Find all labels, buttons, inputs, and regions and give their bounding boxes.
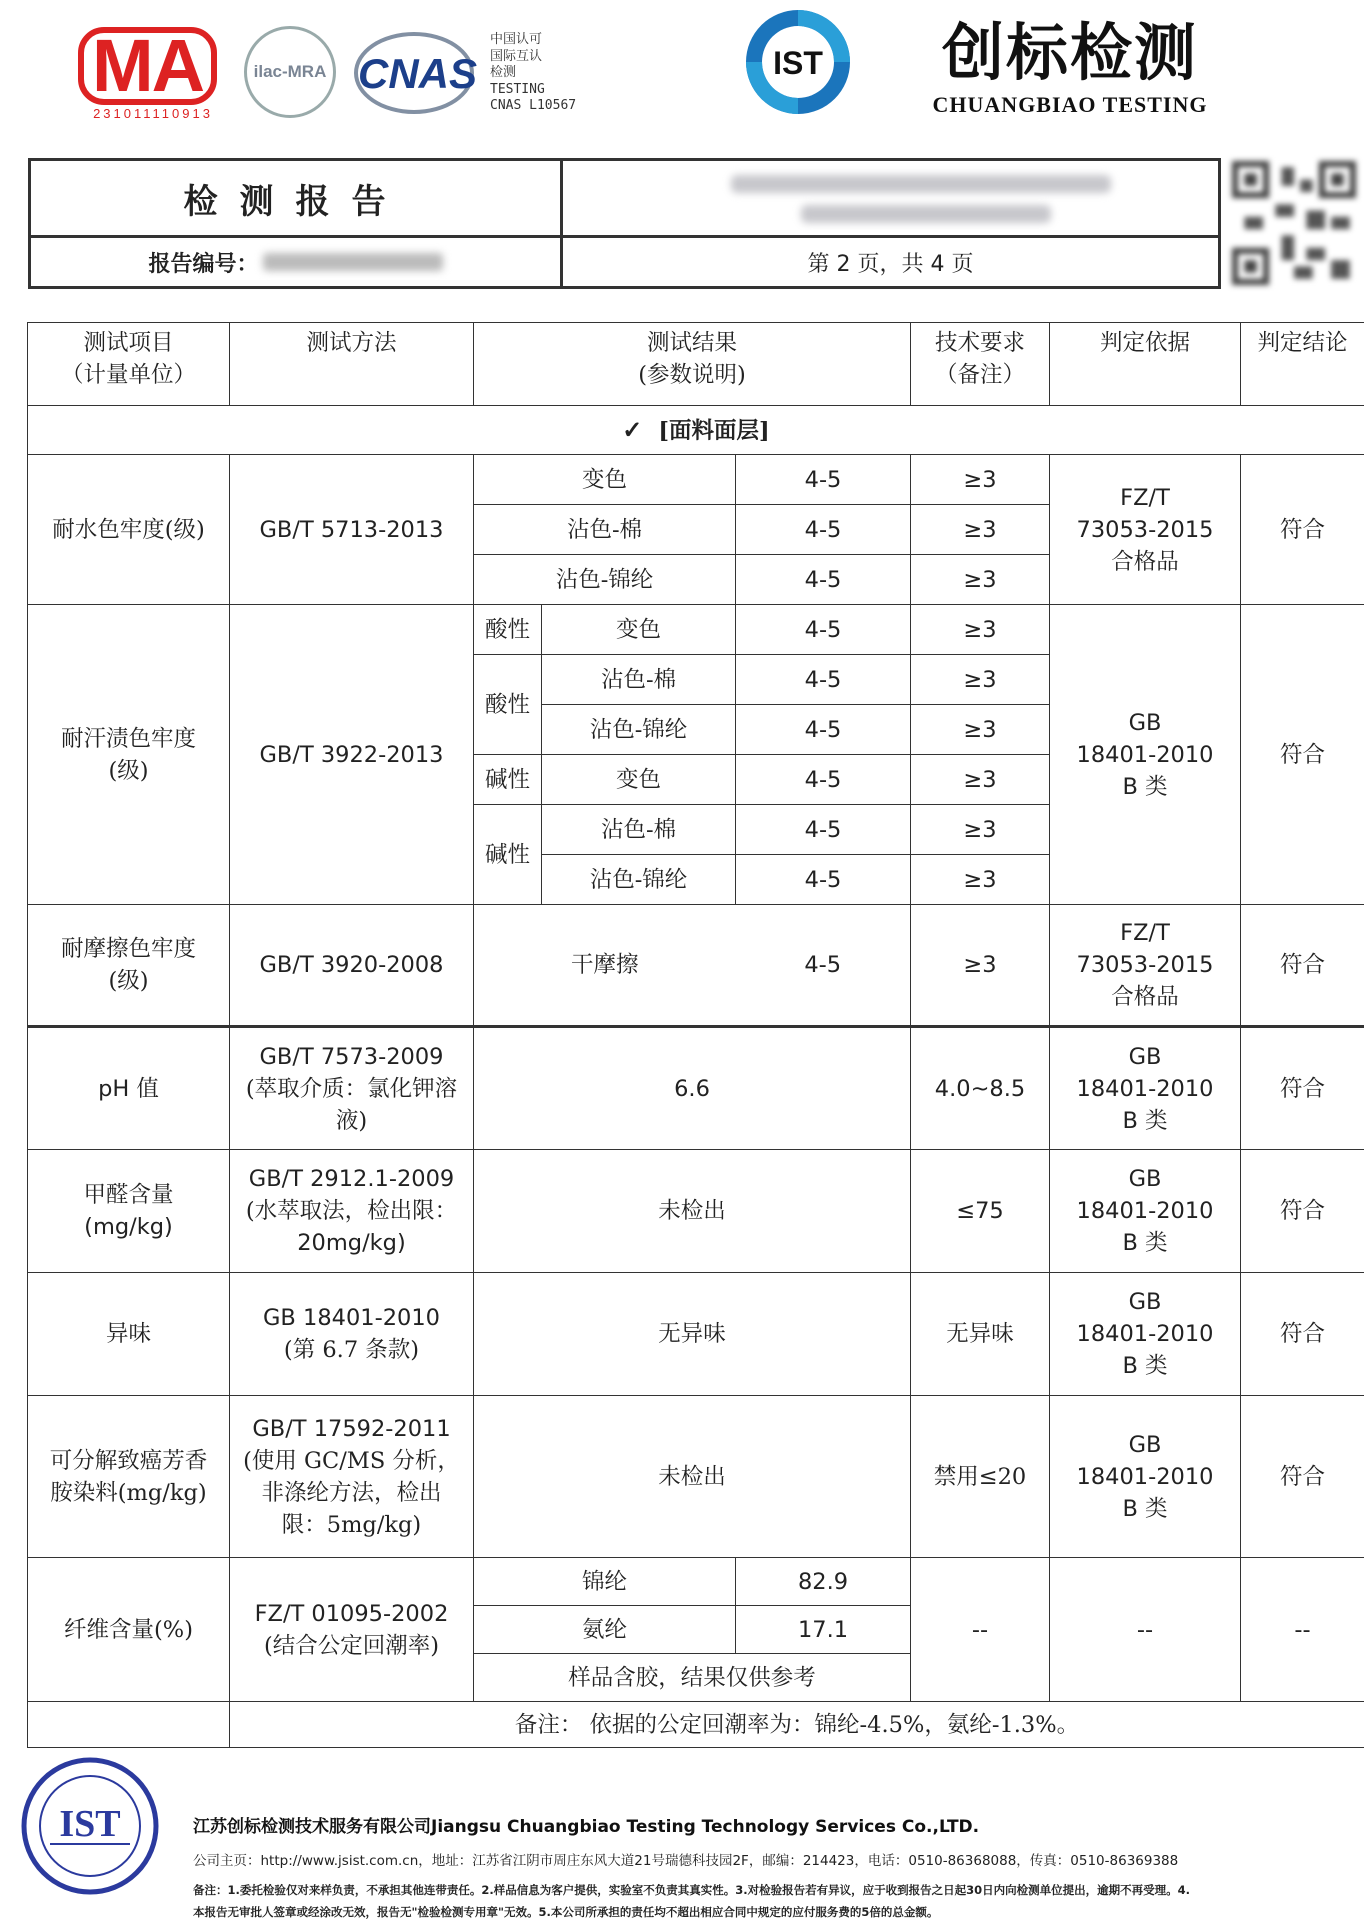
qr-code (1232, 160, 1356, 286)
brand-name-cn: 创标检测 (930, 14, 1210, 92)
table-row: 沾色-锦纶 4-5 ≥3 (28, 555, 1364, 605)
report-header-box (28, 158, 1221, 289)
ph-item: pH 值 (28, 1027, 230, 1150)
ph-basis: GB 18401-2010 B 类 (1050, 1027, 1241, 1150)
table-row: 沾色-锦纶 4-5 ≥3 (28, 705, 1364, 755)
remark-row (28, 1702, 1364, 1748)
page-info: 第 2 页，共 4 页 (563, 238, 1218, 286)
table-row: 耐摩擦色牢度 (级) GB/T 3920-2008 干摩擦 4-5 ≥3 FZ/T 73053-2015 合格品 符合 (28, 905, 1364, 1027)
table-row: 异味 GB 18401-2010 (第 6.7 条款) 无异味 无异味 GB 18401-2010 B 类 符合 (28, 1273, 1364, 1396)
table-row: 纤维含量(%) FZ/T 01095-2002 (结合公定回潮率) 锦纶 82.9 -- -- -- (28, 1558, 1364, 1606)
company-contact: 公司主页：http://www.jsist.com.cn，地址：江苏省江阴市周庄东风大道21号瑞德科技园2F，邮编：214423，电话：0510-86368088，传真：0510-86369388 (193, 1849, 1353, 1869)
formaldehyde-item: 甲醛含量 (mg/kg) (28, 1150, 230, 1273)
table-row: 耐水色牢度(级) GB/T 5713-2013 变色 4-5 ≥3 FZ/T 73053-2015 合格品 符合 (28, 455, 1364, 505)
table-row: 沾色-锦纶 4-5 ≥3 (28, 855, 1364, 905)
water-item: 耐水色牢度(级) (28, 455, 230, 605)
svg-text:IST: IST (59, 1803, 120, 1845)
rub-result: 干摩擦 4-5 (474, 905, 911, 1027)
header-conclusion: 判定结论 (1241, 323, 1364, 406)
brand-name-en: CHUANGBIAO TESTING (930, 92, 1210, 118)
table-row: 可分解致癌芳香 胺染料(mg/kg) GB/T 17592-2011 (使用 GC/MS 分析， 非涤纶方法，检出 限：5mg/kg) 未检出 禁用≤20 GB 18401-2010 B 类 符合 (28, 1396, 1364, 1558)
table-row: 沾色-棉 4-5 ≥3 (28, 505, 1364, 555)
sweat-item: 耐汗渍色牢度 (级) (28, 605, 230, 905)
brand-block (930, 14, 1210, 118)
rub-method: GB/T 3920-2008 (230, 905, 474, 1027)
section-row (28, 406, 1364, 455)
odor-basis: GB 18401-2010 B 类 (1050, 1273, 1241, 1396)
footer-block (193, 1812, 1353, 1923)
cnas-logo (354, 32, 474, 114)
remark-text: 备注： 依据的公定回潮率为：锦纶-4.5%，氨纶-1.3%。 (230, 1702, 1364, 1748)
header-result: 测试结果 (参数说明) (474, 323, 911, 406)
cma-number: 231011110913 (78, 106, 228, 121)
table-row: 耐汗渍色牢度 (级) GB/T 3922-2013 酸性 变色 4-5 ≥3 GB 18401-2010 B 类 符合 (28, 605, 1364, 655)
ist-logo (740, 4, 856, 120)
ist-seal-logo (20, 1756, 160, 1896)
redacted-query-line (731, 175, 1111, 193)
water-conclusion: 符合 (1241, 455, 1364, 605)
azo-method: GB/T 17592-2011 (使用 GC/MS 分析， 非涤纶方法，检出 限：5mg/kg) (230, 1396, 474, 1558)
header-requirement: 技术要求 （备注） (911, 323, 1050, 406)
table-header-row (28, 323, 1364, 406)
cma-logo (78, 26, 228, 124)
svg-text:IST: IST (773, 45, 823, 81)
alkali-label: 碱性 (474, 755, 542, 805)
water-basis: FZ/T 73053-2015 合格品 (1050, 455, 1241, 605)
rub-basis: FZ/T 73053-2015 合格品 (1050, 905, 1241, 1027)
cnas-label: CNAS (358, 50, 477, 98)
formaldehyde-method: GB/T 2912.1-2009 (水萃取法，检出限： 20mg/kg) (230, 1150, 474, 1273)
odor-method: GB 18401-2010 (第 6.7 条款) (230, 1273, 474, 1396)
cnas-accreditation-text: 中国认可 国际互认 检测 TESTING CNAS L10567 (490, 32, 576, 115)
header-item: 测试项目 （计量单位） (28, 323, 230, 406)
ilac-mra-label: ilac-MRA (254, 62, 327, 82)
acid-label: 酸性 (474, 605, 542, 655)
rub-item: 耐摩擦色牢度 (级) (28, 905, 230, 1027)
odor-item: 异味 (28, 1273, 230, 1396)
table-row: pH 值 GB/T 7573-2009 (萃取介质：氯化钾溶 液) 6.6 4.0~8.5 GB 18401-2010 B 类 符合 (28, 1027, 1364, 1150)
report-number: 报告编号： (31, 238, 560, 286)
test-results-table (27, 322, 1364, 1748)
redacted-report-number (263, 253, 443, 271)
checkmark-icon: ✓ (622, 415, 642, 444)
ilac-mra-logo (244, 26, 336, 118)
header-method: 测试方法 (230, 323, 474, 406)
ph-method: GB/T 7573-2009 (萃取介质：氯化钾溶 液) (230, 1027, 474, 1150)
table-row: 碱性 沾色-棉 4-5 ≥3 (28, 805, 1364, 855)
sweat-method: GB/T 3922-2013 (230, 605, 474, 905)
report-title: 检测报告 (31, 161, 560, 235)
redacted-code-line (801, 205, 1051, 223)
fiber-method: FZ/T 01095-2002 (结合公定回潮率) (230, 1558, 474, 1702)
table-row: 碱性 变色 4-5 ≥3 (28, 755, 1364, 805)
water-method: GB/T 5713-2013 (230, 455, 474, 605)
acid-label: 酸性 (474, 655, 542, 755)
azo-item: 可分解致癌芳香 胺染料(mg/kg) (28, 1396, 230, 1558)
company-name: 江苏创标检测技术服务有限公司Jiangsu Chuangbiao Testing Technology Services Co.,LTD. (193, 1812, 1353, 1837)
formaldehyde-basis: GB 18401-2010 B 类 (1050, 1150, 1241, 1273)
table-row: 氨纶 17.1 (28, 1606, 1364, 1654)
cma-letters: MA (78, 26, 228, 106)
section-label: [面料面层] (658, 418, 769, 444)
sweat-conclusion: 符合 (1241, 605, 1364, 905)
sweat-basis: GB 18401-2010 B 类 (1050, 605, 1241, 905)
fiber-note: 样品含胶，结果仅供参考 (474, 1654, 911, 1702)
table-row: 甲醛含量 (mg/kg) GB/T 2912.1-2009 (水萃取法，检出限： 20mg/kg) 未检出 ≤75 GB 18401-2010 B 类 符合 (28, 1150, 1364, 1273)
fiber-item: 纤维含量(%) (28, 1558, 230, 1702)
table-row: 酸性 沾色-棉 4-5 ≥3 (28, 655, 1364, 705)
header-basis: 判定依据 (1050, 323, 1241, 406)
alkali-label: 碱性 (474, 805, 542, 905)
footer-notes: 备注：1.委托检验仅对来样负责，不承担其他连带责任。2.样品信息为客户提供，实验室不负责其真实性。3.对检验报告若有异议，应于收到报告之日起30日内向检测单位提出，逾期不再受理。4. 本报告无审批人签章或经涂改无效，报告无"检验检测专用章"无效。5.本公司所承担的责任均不超出相应合同中规定的应付服务费的5倍的总金额。 (193, 1879, 1353, 1923)
azo-basis: GB 18401-2010 B 类 (1050, 1396, 1241, 1558)
